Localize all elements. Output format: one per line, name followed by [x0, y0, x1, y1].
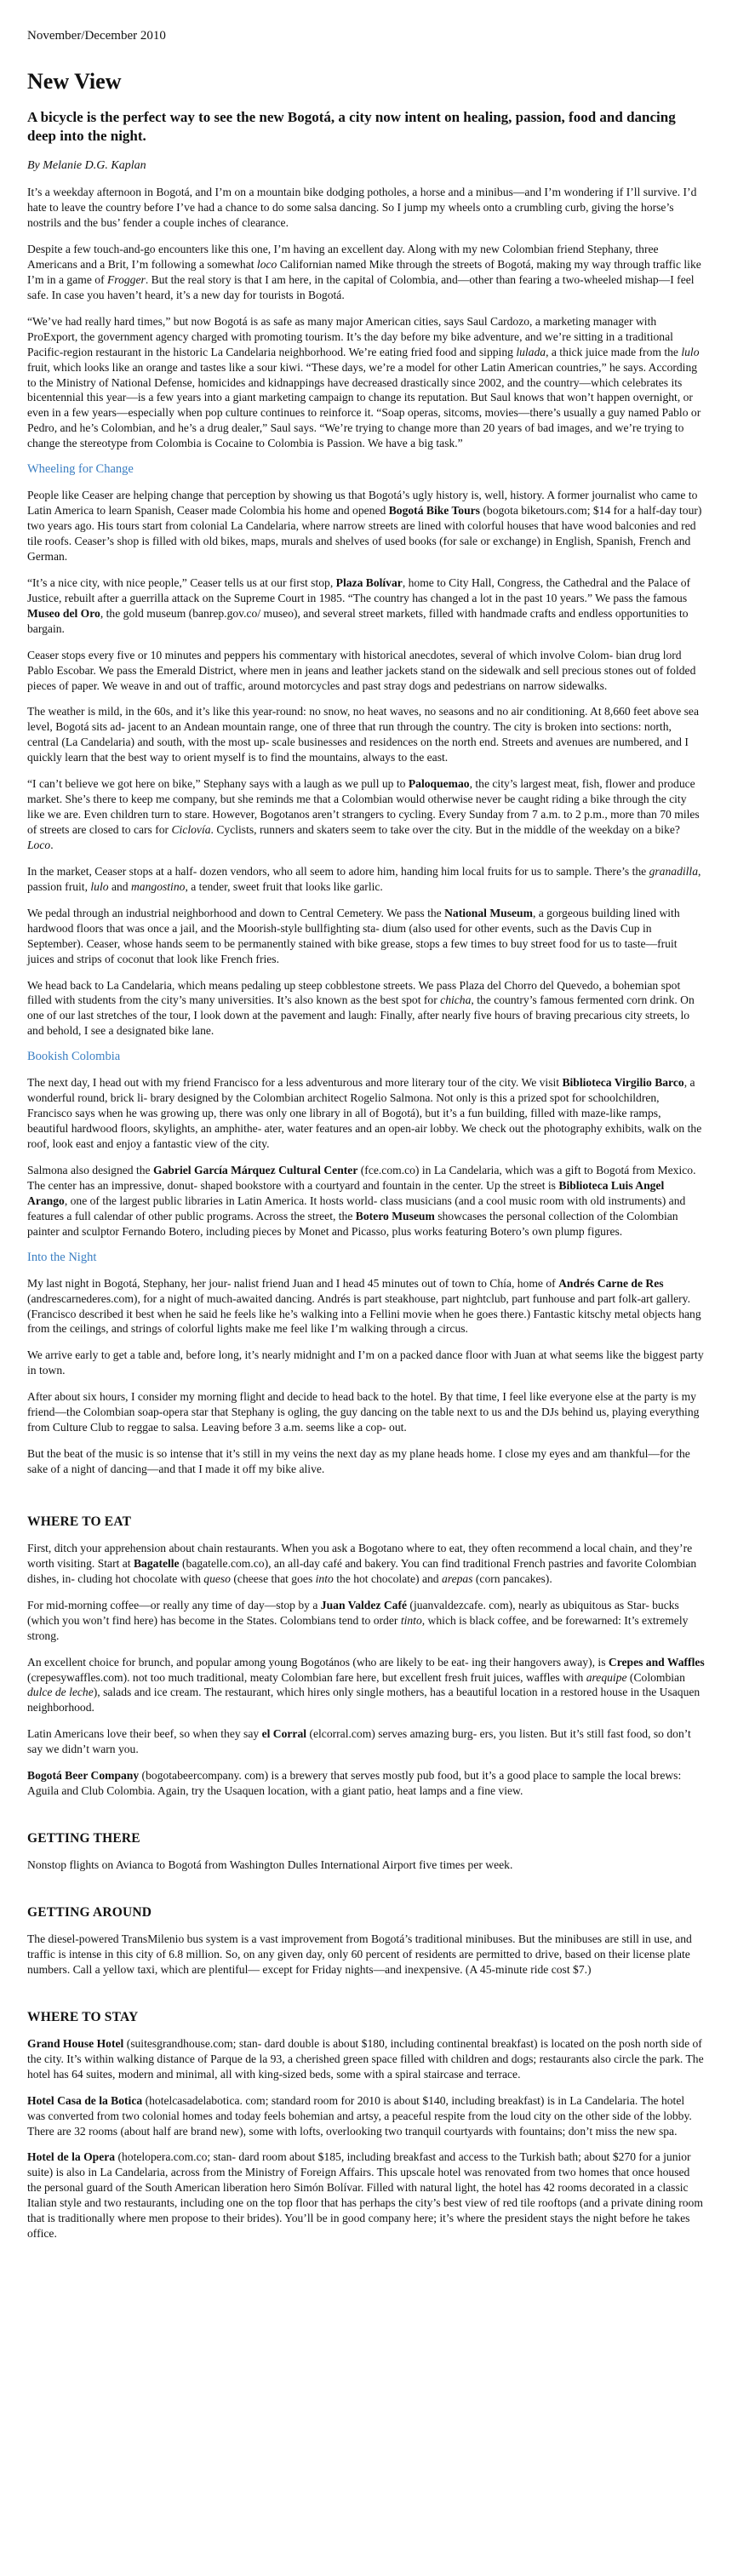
- text-run: (hotelcasadelabotica. com; standard room for 2010 is about $140, including breakfast) is in La Candelaria. The hotel was converted from two colonial homes and today feels bohemian and artsy, a peaceful respite from the loud city on the other side of the lobby. There are 32 rooms (about half are brand new), some with lofts, overlooking two tranquil courtyards with fountains; don’t miss the new spa.: [27, 2093, 692, 2138]
- text-run: the hot chocolate) and: [333, 1571, 442, 1585]
- text-run: , the gold museum (banrep.gov.co/ museo), and several street markets, filled with handmade crafts and endless opportunities to bargain.: [27, 606, 689, 635]
- text-run: Despite a few touch-and-go encounters like this one, I’m having an excellent day. Along with my new Colombian friend Stephany, three Americans and a Brit, I’m following a somewhat: [27, 243, 659, 271]
- text-run: We head back to La Candelaria, which means pedaling up steep cobblestone streets. We pass Plaza del Chorro del Quevedo, a bohemian spot filled with students from the city’s many universities. It’s also known as the best spot for: [27, 978, 681, 1007]
- text-run: , the city’s largest meat, fish, flower and produce market. She’s there to keep me company, but she reminds me that a Colombian would otherwise never be caught riding a bike through the city like we are. Even children turn to stare. However, Bogotanos aren’t strangers to cycling. Every Sunday from 7 a.m. to 2 p.m., more than 70 miles of streets are closed to cars for: [27, 777, 700, 836]
- body-paragraph: [27, 1163, 705, 1239]
- text-run: (corn pancakes).: [472, 1571, 552, 1585]
- italic-term: queso: [203, 1571, 231, 1585]
- italic-term: granadilla: [649, 864, 698, 878]
- text-run: “It’s a nice city, with nice people,” Ceaser tells us at our first stop,: [27, 575, 336, 589]
- article-body: [27, 185, 705, 2241]
- italic-term: lulo: [681, 345, 700, 358]
- italic-term: dulce de leche: [27, 1686, 94, 1699]
- bold-term: Crepes and Waffles: [608, 1655, 705, 1669]
- bold-term: Juan Valdez Café: [320, 1598, 408, 1611]
- body-paragraph: [27, 648, 705, 694]
- info-box-heading: WHERE TO EAT: [27, 1514, 132, 1529]
- section-subhead: Bookish Colombia: [27, 1050, 121, 1064]
- italic-term: Ciclovía: [171, 823, 211, 836]
- text-run: My last night in Bogotá, Stephany, her jour- nalist friend Juan and I head 45 minutes out of town to Chía, home of: [27, 1276, 559, 1290]
- italic-term: mangostino: [130, 879, 186, 893]
- bold-term: Hotel Casa de la Botica: [27, 2093, 143, 2107]
- text-run: For mid-morning coffee—or really any time of day—stop by a: [27, 1598, 321, 1611]
- bold-term: Biblioteca Luis Angel Arango: [27, 1178, 665, 1207]
- text-run: Salmona also designed the: [27, 1163, 153, 1176]
- bold-term: Bagatelle: [133, 1556, 180, 1570]
- text-run: .: [50, 838, 54, 851]
- text-run: (bogotabeercompany. com) is a brewery that serves mostly pub food, but it’s a good place to sample the local brews: Aguila and Club Colombia. Again, try the Usaquen location, with a giant patio, heat lamps and a fine view.: [27, 1769, 682, 1798]
- text-run: (juanvaldezcafe. com), nearly as ubiquitous as Star- bucks (which you won’t find here) has become in the States. Colombians tend to order: [27, 1598, 679, 1627]
- text-run: (crepesywaffles.com). not too much traditional, meaty Colombian fare here, but excellent fresh fruit juices, waffles with: [27, 1670, 586, 1684]
- bold-term: Hotel de la Opera: [27, 2150, 116, 2164]
- italic-term: Frogger: [107, 272, 146, 286]
- section-subhead: Wheeling for Change: [27, 462, 134, 477]
- bold-term: Botero Museum: [355, 1209, 435, 1222]
- body-paragraph: [27, 242, 705, 303]
- bold-term: National Museum: [444, 906, 533, 919]
- italic-term: into: [315, 1571, 334, 1585]
- text-run: , passion fruit,: [27, 864, 701, 893]
- italic-term: lulada: [516, 345, 546, 358]
- italic-term: arequipe: [586, 1670, 627, 1684]
- bold-term: el Corral: [261, 1727, 307, 1741]
- bold-term: Gabriel García Márquez Cultural Center: [153, 1163, 358, 1176]
- body-paragraph: [27, 1541, 705, 1587]
- text-run: (bagatelle.com.co), an all-day café and bakery. You can find traditional French pastries and favorite Colombian dishes, in- cluding hot chocolate with: [27, 1556, 697, 1585]
- bold-term: Plaza Bolívar: [335, 575, 403, 589]
- body-paragraph: [27, 704, 705, 765]
- text-run: First, ditch your apprehension about chain restaurants. When you ask a Bogotano where to eat, they often recommend a local chain, and they’re worth visiting. Start at: [27, 1541, 693, 1570]
- text-run: The next day, I head out with my friend Francisco for a less adventurous and more literary tour of the city. We visit: [27, 1076, 563, 1090]
- body-paragraph: [27, 575, 705, 637]
- body-paragraph: [27, 1932, 705, 1978]
- bold-term: Bogotá Beer Company: [27, 1769, 140, 1783]
- text-run: (fce.com.co) in La Candelaria, which was a gift to Bogotá from Mexico. The center has an impressive, donut- shaped bookstore with a courtyard and fountain in the center. Up the street is: [27, 1163, 696, 1192]
- body-paragraph: [27, 864, 705, 895]
- body-paragraph: [27, 1768, 705, 1799]
- bold-term: Biblioteca Virgilio Barco: [562, 1076, 684, 1090]
- text-run: (bogota biketours.com; $14 for a half-day tour) two years ago. His tours start from colonial La Candelaria, where narrow streets are lined with colorful houses that have wood balconies and red tile roofs. Ceaser’s shop is filled with old bikes, maps, murals and shelves of used books (for sale or exchange) in English, Spanish, French and German.: [27, 504, 702, 563]
- text-run: . Cyclists, runners and skaters seem to take over the city. But in the middle of the weekday on a bike?: [210, 823, 680, 836]
- body-paragraph: [27, 1446, 705, 1477]
- text-run: , which is black coffee, and be forewarned: It’s extremely strong.: [27, 1613, 689, 1642]
- body-paragraph: [27, 1858, 705, 1873]
- text-run: (cheese that goes: [230, 1571, 316, 1585]
- info-box-heading: GETTING AROUND: [27, 1905, 152, 1920]
- body-paragraph: [27, 776, 705, 853]
- body-paragraph: [27, 314, 705, 451]
- text-run: (andrescarnederes.com), for a night of much-awaited dancing. Andrés is part steakhouse, part nightclub, part funhouse and part folk-art gallery. (Francisco described it best when he said he feels like he’s walking into a Fellini movie when he goes there.) Fantastic kitschy metal objects hang from the ceilings, and strings of colorful lights make me feel like I’m walking through a circus.: [27, 1291, 701, 1336]
- text-run: . But the real story is that I am here, in the capital of Colombia, and—other than fearing a two-wheeled mishap—I feel safe. In case you haven’t heard, it’s a new day for tourists in Bogotá.: [27, 272, 695, 301]
- info-box-heading: WHERE TO STAY: [27, 2009, 139, 2024]
- text-run: The weather is mild, in the 60s, and it’s like this year-round: no snow, no heat waves, no seasons and no air conditioning. At 8,660 feet above sea level, Bogotá sits ad- jacent to an Andean mountain range, one of three that run through the country. The city is broken into sections: north, central (La Candelaria) and south, with the most up- scale businesses and residences on the north end. Streets and avenues are numbered, and I quickly learn that the best way to orient myself is to find the mountains, always to the east.: [27, 705, 700, 764]
- bold-term: Museo del Oro: [27, 606, 100, 620]
- bold-term: Paloquemao: [408, 777, 470, 791]
- article-deck: A bicycle is the perfect way to see the new Bogotá, a city now intent on healing, passion, food and dancing deep into the night.: [27, 109, 676, 145]
- body-paragraph: [27, 2093, 705, 2139]
- bold-term: Grand House Hotel: [27, 2036, 124, 2050]
- body-paragraph: [27, 1726, 705, 1757]
- body-paragraph: [27, 185, 705, 231]
- body-paragraph: [27, 978, 705, 1039]
- italic-term: lulo: [90, 879, 109, 893]
- text-run: fruit, which looks like an orange and tastes like a sour kiwi. “These days, we’re a model for other Latin American countries,” he says. According to the Ministry of National Defense, homicides and kidnappings have decreased drastically since 2002, and the country—which celebrates its bicentennial this year—is a few years into a giant marketing campaign to change its reputation. But Saul knows that won’t happen overnight, or even in a few years—especially when pop culture continues to reinforce it. “Soap operas, sitcoms, movies—there’s usually a guy named Pablo or Pedro, and he’s Colombian, and he’s a drug dealer,” Saul says. “We’re trying to change more than 20 years of bad images, and we’re trying to change the stereotype from Colombia is Cocaine to Colombia is Passion. We have a big task.”: [27, 360, 701, 450]
- article-title: New View: [27, 69, 122, 94]
- body-paragraph: [27, 1075, 705, 1152]
- text-run: It’s a weekday afternoon in Bogotá, and I’m on a mountain bike dodging potholes, a horse and a minibus—and I’m wondering if I’ll survive. I’d hate to leave the country before I’ve had a chance to do some salsa dancing. So I jump my wheels onto a crumbling curb, giving the horse’s nostrils and the bus’ fender a couple inches of clearance.: [27, 186, 697, 230]
- issue-dateline: November/December 2010: [27, 29, 166, 43]
- text-run: (hotelopera.com.co; stan- dard room about $185, including breakfast and access to the Turkish bath; about $270 for a junior suite) is also in La Candelaria, across from the Ministry of Foreign Affairs. This upscale hotel was renovated from two homes that once housed the personal guard of the South American liberation hero Simón Bolívar. Filled with natural light, the hotel has 42 rooms decorated in a classic Italian style and two restaurants, including one on the top floor that has perhaps the city’s best view of red tile rooftops (and a private dining room that is traditionally where men propose to their brides). You’ll be in good company here; it’s where the president stays the night before he takes office.: [27, 2150, 703, 2241]
- body-paragraph: [27, 1655, 705, 1716]
- body-paragraph: [27, 1598, 705, 1644]
- text-run: An excellent choice for brunch, and popular among young Bogotános (who are likely to be eat- ing their hangovers away), is: [27, 1655, 609, 1669]
- text-run: We pedal through an industrial neighborhood and down to Central Cemetery. We pass the: [27, 906, 445, 919]
- text-run: People like Ceaser are helping change that perception by showing us that Bogotá’s ugly history is, well, history. A former journalist who came to Latin America to learn Spanish, Ceaser made Colombia his home and opened: [27, 489, 698, 518]
- body-paragraph: [27, 906, 705, 967]
- article-byline: By Melanie D.G. Kaplan: [27, 159, 146, 173]
- body-paragraph: [27, 1348, 705, 1378]
- section-subhead: Into the Night: [27, 1250, 97, 1264]
- italic-term: loco: [256, 257, 277, 271]
- body-paragraph: [27, 1276, 705, 1337]
- text-run: But the beat of the music is so intense that it’s still in my veins the next day as my plane heads home. I close my eyes and am thankful—for the sake of a night of dancing—and that I made it off my bike alive.: [27, 1447, 690, 1475]
- text-run: “We’ve had really hard times,” but now Bogotá is as safe as many major American cities, says Saul Cardozo, a marketing manager with ProExport, the government agency charged with promoting tourism. It’s the day before my bike adventure, and we’re sitting in a traditional Pacific-region restaurant in the historic La Candelaria neighborhood. We’re eating fried food and sipping: [27, 314, 673, 358]
- text-run: , a thick juice made from the: [546, 345, 682, 358]
- text-run: The diesel-powered TransMilenio bus system is a vast improvement from Bogotá’s traditional minibuses. But the minibuses are still in use, and traffic is intense in this city of 6.8 million. So, on any given day, only 60 percent of residents are permitted to drive, based on their license plate numbers. Call a yellow taxi, which are plentiful— except for Friday nights—and inexpensive. (A 45-minute ride cost $7.): [27, 1932, 692, 1976]
- text-run: Nonstop flights on Avianca to Bogotá from Washington Dulles International Airport five times per week.: [27, 1858, 513, 1872]
- text-run: , home to City Hall, Congress, the Cathedral and the Palace of Justice, rebuilt after a guerrilla attack on the Supreme Court in 1985. “The country has changed a lot in the past 10 years.” We pass the famous: [27, 575, 691, 604]
- bold-term: Andrés Carne de Res: [558, 1276, 664, 1290]
- info-box-heading: GETTING THERE: [27, 1831, 140, 1846]
- body-paragraph: [27, 2150, 705, 2241]
- text-run: (suitesgrandhouse.com; stan- dard double is about $180, including continental breakfast) is located on the posh north side of the city. It’s within walking distance of Parque de la 93, a cherished green space filled with children and dogs; restaurants also circle the park. The hotel has 64 suites, modern and minimal, all with king-sized beds, some with a spiral staircase and terrace.: [27, 2036, 704, 2081]
- text-run: Latin Americans love their beef, so when they say: [27, 1727, 262, 1741]
- text-run: “I can’t believe we got here on bike,” Stephany says with a laugh as we pull up to: [27, 777, 409, 791]
- text-run: , one of the largest public libraries in Latin America. It hosts world- class musicians (and a cool music room with old instruments) and features a full calendar of other public programs. Across the street, the: [27, 1194, 686, 1222]
- text-run: ), salads and ice cream. The restaurant, which hires only single mothers, has a beautiful location in a restored house in the Usaquen neighborhood.: [27, 1686, 701, 1714]
- text-run: (elcorral.com) serves amazing burg- ers, you listen. But it’s still fast food, so don’t say we didn’t warn you.: [27, 1727, 691, 1756]
- text-run: and: [108, 879, 131, 893]
- text-run: Ceaser stops every five or 10 minutes and peppers his commentary with historical anecdotes, several of which involve Colom- bian drug lord Pablo Escobar. We pass the Emerald District, where men in jeans and leather jackets stand on the sidewalk and sell precious stones out of folded pieces of paper. We weave in and out of traffic, around motorcycles and past stray dogs and pedestrians on narrow sidewalks.: [27, 648, 696, 692]
- text-run: , a wonderful round, brick li- brary designed by the Colombian architect Rogelio Salmona. Not only is this a prized spot for schoolchildren, Francisco says when he was growing up, there was only one library in all of Bogotá), but it’s a fun building, filled with maze-like ramps, beautiful hardwood floors, skylights, an amphithe- ater, water features and an open-air lobby. We check out the photography exhibits, walk on the roof, look east and enjoy a fantastic view of the city.: [27, 1076, 702, 1150]
- text-run: In the market, Ceaser stops at a half- dozen vendors, who all seem to adore him, handing him local fruits for us to sample. There’s the: [27, 864, 649, 878]
- italic-term: arepas: [442, 1571, 473, 1585]
- text-run: , a gorgeous building lined with hardwood floors that was once a jail, and the Moorish-style bullfighting sta- dium (also used for other events, such as the Davis Cup in September). Ceaser, whose hands seem to be permanently stained with bike grease, stops a few times to buy street food for us to taste—fruit juices and strips of coconut that look like French fries.: [27, 906, 680, 965]
- italic-term: chicha: [440, 993, 472, 1007]
- text-run: showcases the personal collection of the Colombian painter and sculptor Fernando Botero, including pieces by Monet and Picasso, plus works featuring Botero’s own plump figures.: [27, 1209, 678, 1238]
- text-run: We arrive early to get a table and, before long, it’s nearly midnight and I’m on a packed dance floor with Juan at what seems like the biggest party in town.: [27, 1348, 704, 1377]
- italic-term: tinto: [400, 1613, 422, 1627]
- body-paragraph: [27, 2036, 705, 2082]
- text-run: After about six hours, I consider my morning flight and decide to head back to the hotel. By that time, I feel like everyone else at the party is my friend—the Colombian soap-opera star that Stephany is ogling, the guy dancing on the table next to us and the DJs behind us, playing everything from Culture Club to reggae to salsa. Leaving before 3 a.m. seems like a cop- out.: [27, 1390, 700, 1434]
- body-paragraph: [27, 488, 705, 564]
- bold-term: Bogotá Bike Tours: [388, 504, 480, 518]
- text-run: , the country’s famous fermented corn drink. On one of our last stretches of the tour, I look down at the pavement and laugh: Finally, after nearly five hours of braving precarious city streets, lo and behold, I see a designated bike lane.: [27, 993, 695, 1038]
- text-run: (Colombian: [626, 1670, 685, 1684]
- text-run: Californian named Mike through the streets of Bogotá, making my way through traffic like I’m in a game of: [27, 257, 701, 286]
- body-paragraph: [27, 1389, 705, 1435]
- italic-term: Loco: [27, 838, 51, 851]
- text-run: , a tender, sweet fruit that looks like garlic.: [185, 879, 383, 893]
